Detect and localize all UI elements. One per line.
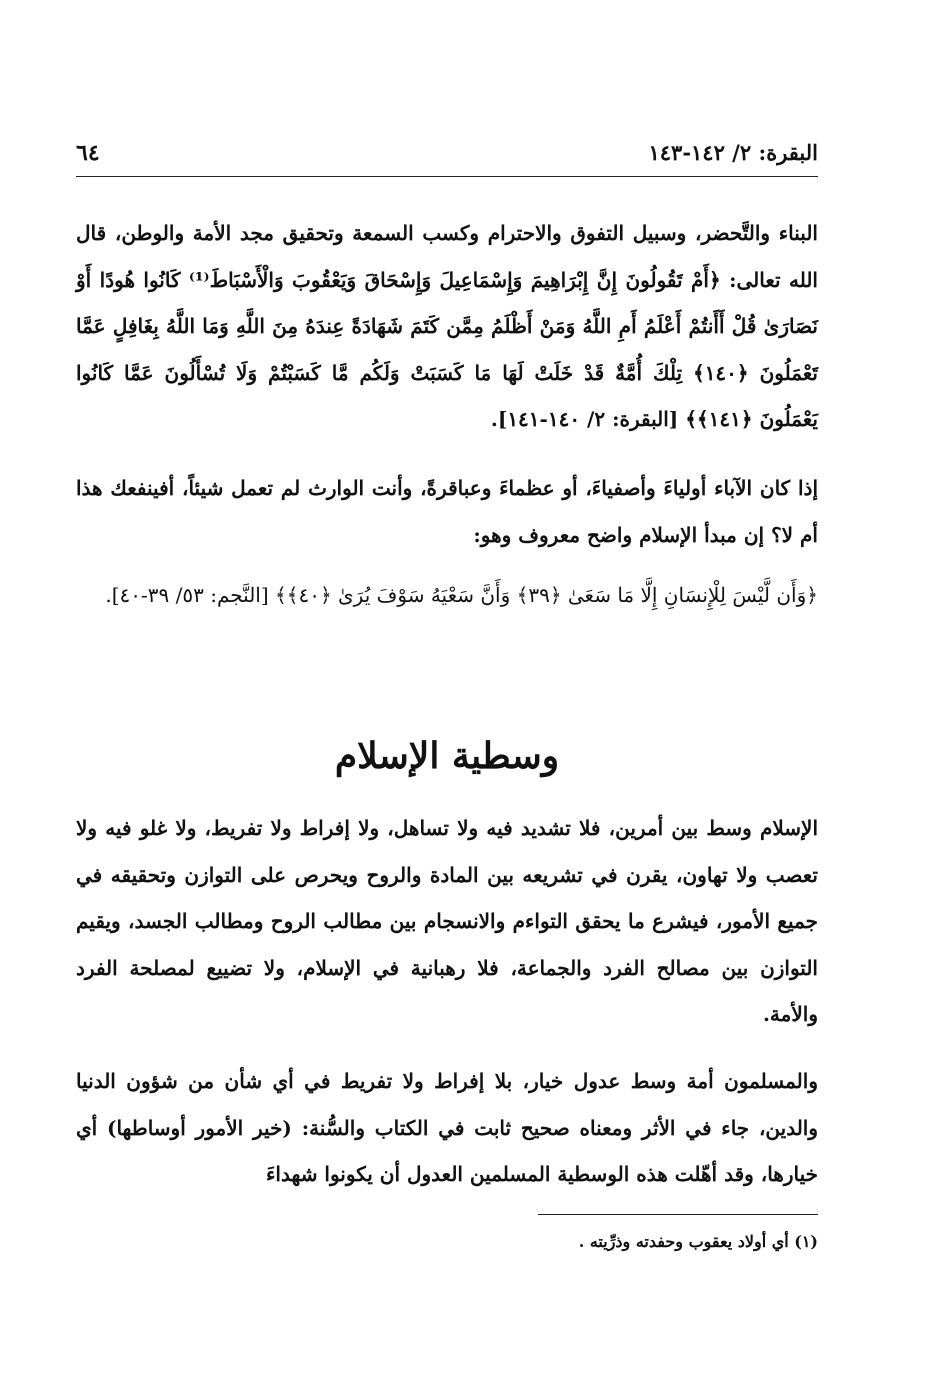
- paragraph-1: البناء والتَّحضر، وسبيل التفوق والاحترام وكسب السمعة وتحقيق مجد الأمة والوطن، قال الله تعالى: ﴿أَمْ تَقُولُونَ إِنَّ إِبْرَاهِيمَ وَإِسْمَاعِيلَ وَإِسْحَاقَ وَيَعْقُوبَ وَالْأَسْبَاطَ⁽¹⁾ كَانُوا هُودًا أَوْ نَصَارَىٰ قُلْ أَأَنتُمْ أَعْلَمُ أَمِ اللَّهُ وَمَنْ أَظْلَمُ مِمَّن كَتَمَ شَهَادَةً عِندَهُ مِنَ اللَّهِ وَمَا اللَّهُ بِغَافِلٍ عَمَّا تَعْمَلُونَ ﴿١٤٠﴾ تِلْكَ أُمَّةٌ قَدْ خَلَتْ لَهَا مَا كَسَبَتْ وَلَكُم مَّا كَسَبْتُمْ وَلَا تُسْأَلُونَ عَمَّا كَانُوا يَعْمَلُونَ ﴿١٤١﴾﴾ [البقرة: ٢/ ١٤٠-١٤١].: [76, 221, 818, 431]
- footnote-divider: [538, 1214, 818, 1215]
- paragraph-2: إذا كان الآباء أولياءَ وأصفياءَ، أو عظماءَ وعباقرةً، وأنت الوارث لم تعمل شيئاً، أفينفعك هذا أم لا؟ إن مبدأ الإسلام واضح معروف وهو:: [76, 476, 818, 547]
- paragraph-3: الإسلام وسط بين أمرين، فلا تشديد فيه ولا تساهل، ولا إفراط ولا تفريط، ولا غلو فيه ولا تعصب ولا تهاون، يقرن في تشريعه بين المادة والروح ويحرص على التوازن وتحقيقه في جميع الأمور، فيشرع ما يحقق التواءم والانسجام بين مطالب الروح ومطالب الجسد، ويقيم التوازن بين مصالح الفرد والجماعة، فلا رهبانية في الإسلام، ولا تضييع لمصلحة الفرد والأمة.: [76, 816, 818, 1026]
- paragraph-4: والمسلمون أمة وسط عدول خيار، بلا إفراط ولا تفريط في أي شأن من شؤون الدنيا والدين، جاء في الأثر ومعناه صحيح ثابت في الكتاب والسُّنة: (خير الأمور أوساطها) أي خيارها، وقد أهّلت هذه الوسطية المسلمين العدول أن يكونوا شهداءَ: [76, 1069, 818, 1186]
- chapter-reference: البقرة: ٢/ ١٤٢-١٤٣: [648, 140, 818, 165]
- section-title: وسطية الإسلام: [334, 735, 560, 777]
- page-number: ٦٤: [76, 140, 100, 166]
- book-page: [76, 0, 818, 1373]
- header-divider: [76, 176, 818, 177]
- footnote: (١) أي أولاد يعقوب وحفدته وذرِّيته .: [578, 1232, 818, 1251]
- paragraph-quran-verse: ﴿وَأَن لَّيْسَ لِلْإِنسَانِ إِلَّا مَا سَعَىٰ ﴿٣٩﴾ وَأَنَّ سَعْيَهُ سَوْفَ يُرَىٰ ﴿٤٠﴾﴾ [النَّجم: ٥٣/ ٣٩-٤٠].: [105, 583, 818, 607]
- page-header: [76, 140, 818, 174]
